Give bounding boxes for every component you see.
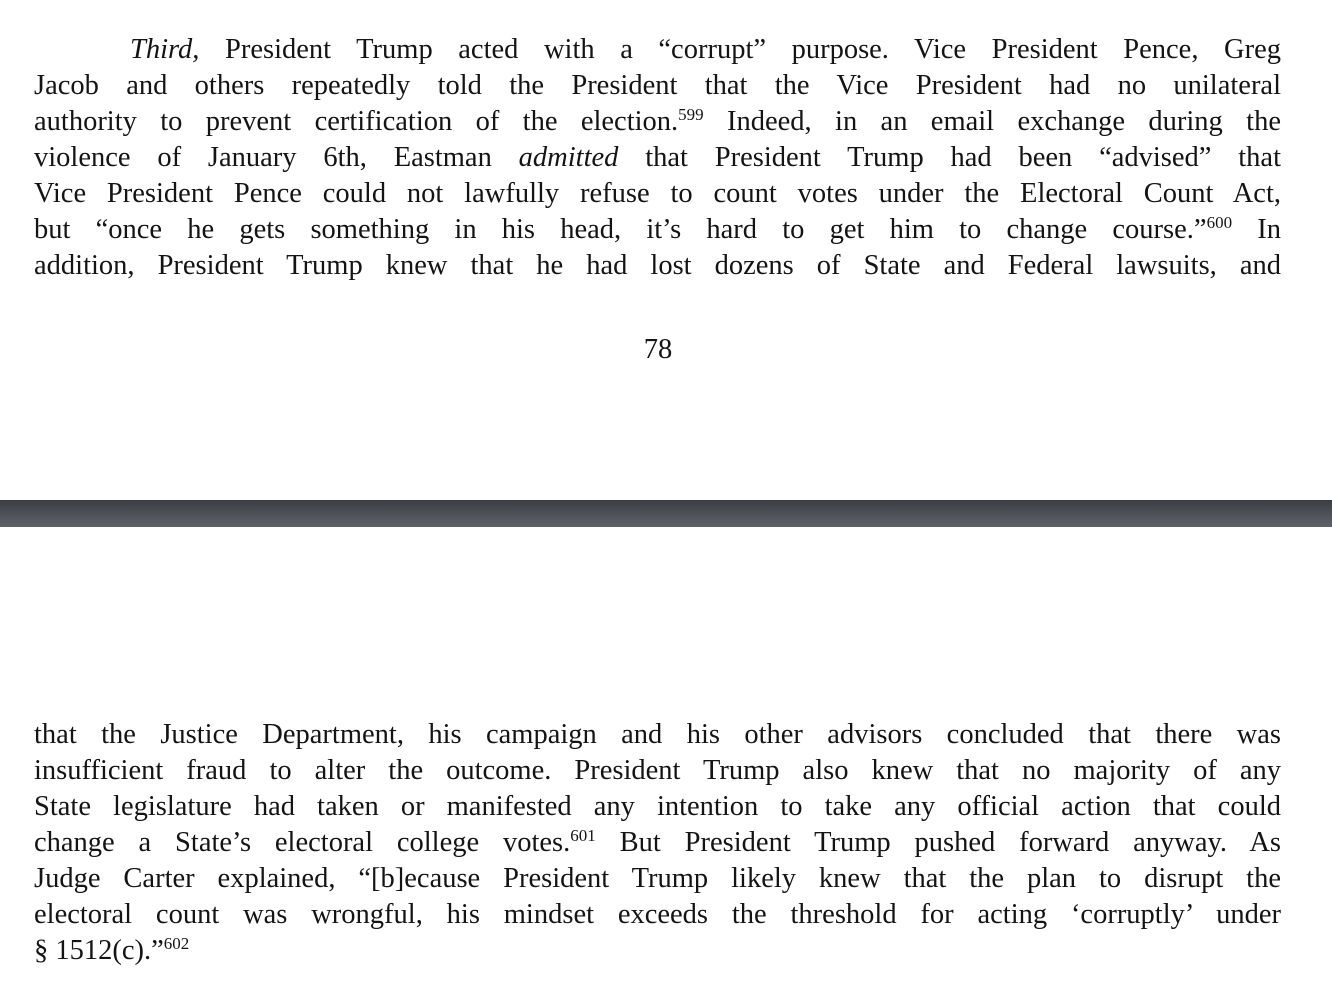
footnote-reference[interactable]: 599	[678, 105, 704, 124]
text-line: addition, President Trump knew that he had lost dozens of State and Federal lawsuits, and	[34, 250, 1281, 281]
text-line: electoral count was wrongful, his mindset exceeds the threshold for acting ‘corruptly’ under	[34, 899, 1281, 930]
line-text: but “once he gets something in his head, it’s hard to get him to change course.”	[34, 214, 1207, 245]
text-line	[34, 212, 1281, 248]
text-line: Jacob and others repeatedly told the President that the Vice President had no unilateral	[34, 70, 1281, 101]
body-paragraph	[34, 32, 1281, 284]
line-text: authority to prevent certification of the election.	[34, 106, 679, 137]
body-paragraph	[34, 717, 1281, 969]
line-text: In	[1232, 214, 1281, 245]
line-text: Indeed, in an email exchange during the	[703, 106, 1281, 137]
text-line: insufficient fraud to alter the outcome. President Trump also knew that no majority of any	[34, 755, 1281, 786]
document-page-79	[0, 527, 1332, 988]
page-separator	[0, 500, 1332, 527]
footnote-reference[interactable]: 600	[1206, 213, 1233, 232]
line-text: violence of January 6th, Eastman	[34, 142, 519, 173]
text-line: Judge Carter explained, “[b]ecause President Trump likely knew that the plan to disrupt the	[34, 863, 1281, 894]
line-text: President Trump acted with a “corrupt” purpose. Vice President Pence, Greg	[199, 34, 1281, 65]
text-line: State legislature had taken or manifested any intention to take any official action that could	[34, 791, 1281, 822]
footnote-reference[interactable]: 602	[163, 934, 190, 953]
line-text: change a State’s electoral college votes.	[34, 827, 571, 858]
text-line	[34, 32, 1281, 68]
line-text: that President Trump had been “advised” that	[618, 142, 1281, 173]
text-line	[34, 933, 1281, 969]
page-number: 78	[643, 334, 673, 365]
line-text: § 1512(c).”	[34, 935, 164, 966]
emphasis-text: admitted	[518, 142, 619, 173]
text-line	[34, 140, 1281, 176]
text-line: that the Justice Department, his campaign and his other advisors concluded that there was	[34, 719, 1281, 750]
line-text: But President Trump pushed forward anyway. As	[595, 827, 1281, 858]
text-line: Vice President Pence could not lawfully refuse to count votes under the Electoral Count Act,	[34, 178, 1281, 209]
emphasis-text: Third,	[130, 34, 200, 65]
footnote-reference[interactable]: 601	[570, 826, 596, 845]
text-line	[34, 104, 1281, 140]
text-line	[34, 825, 1281, 861]
